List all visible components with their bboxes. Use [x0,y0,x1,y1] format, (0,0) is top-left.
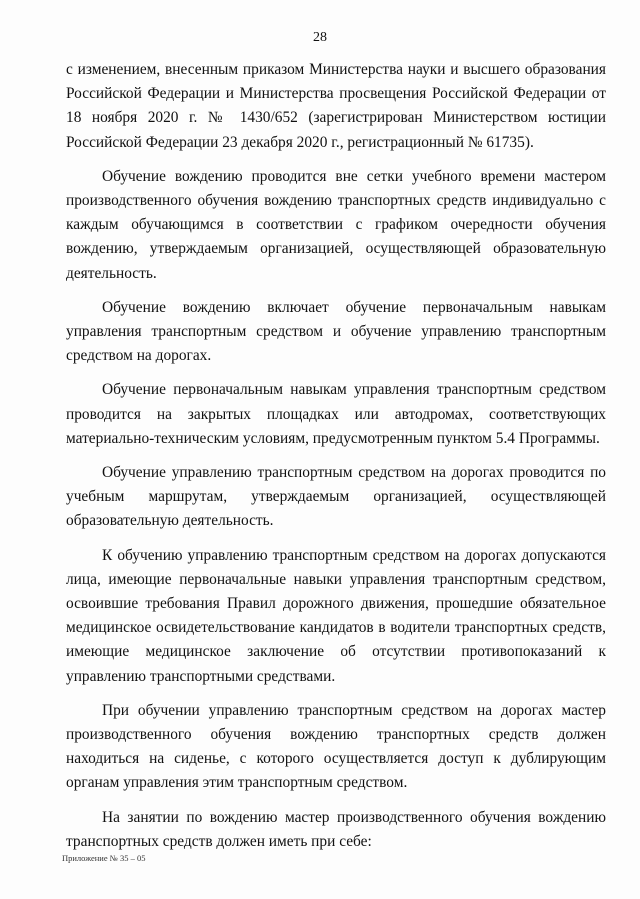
paragraph-continuation: с изменением, внесенным приказом Министерства науки и высшего образования Российской Федерации и Министерства просвещения Российской Федерации от 18 ноября 2020 г. № 1430/652 (зарегистрирован Министерством юстиции Российской Федерации 23 декабря 2020 г., регистрационный № 61735). [66,61,606,151]
footer-appendix-note: Приложение № 35 – 05 [62,853,146,863]
document-body [66,58,606,864]
paragraph-instructor-documents: На занятии по вождению мастер производственного обучения вождению транспортных средств должен иметь при себе: [66,808,606,850]
paragraph-driving-includes: Обучение вождению включает обучение первоначальным навыкам управления транспортным средством и обучение управлению транспортным средством на дорогах. [66,298,606,365]
paragraph-initial-skills: Обучение первоначальным навыкам управления транспортным средством проводится на закрытых площадках или автодромах, соответствующих материально-техническим условиям, предусмотренным пунктом 5.4 Программы. [66,381,606,447]
paragraph-driving-schedule: Обучение вождению проводится вне сетки учебного времени мастером производственного обучения вождению транспортных средств индивидуально с каждым обучающимся в соответствии с графиком очередности обучения вождению, утверждаемым организацией, осуществляющей образовательную деятельность. [66,167,606,282]
paragraph-road-routes: Обучение управлению транспортным средством на дорогах проводится по учебным маршрутам, утверждаемым организацией, осуществляющей образовательную деятельность. [66,464,606,530]
paragraph-admission: К обучению управлению транспортным средством на дорогах допускаются лица, имеющие первоначальные навыки управления транспортным средством, освоившие требования Правил дорожного движения, прошедшие обязательное медицинское освидетельствование кандидатов в водители транспортных средств, имеющие медицинское заключение об отсутствии противопоказаний к управлению транспортными средствами. [66,546,606,685]
page-number: 28 [313,30,327,45]
paragraph-instructor-seat: При обучении управлению транспортным средством на дорогах мастер производственного обучения вождению транспортных средств должен находиться на сиденье, с которого осуществляется доступ к дублирующим органам управления этим транспортным средством. [66,701,606,792]
